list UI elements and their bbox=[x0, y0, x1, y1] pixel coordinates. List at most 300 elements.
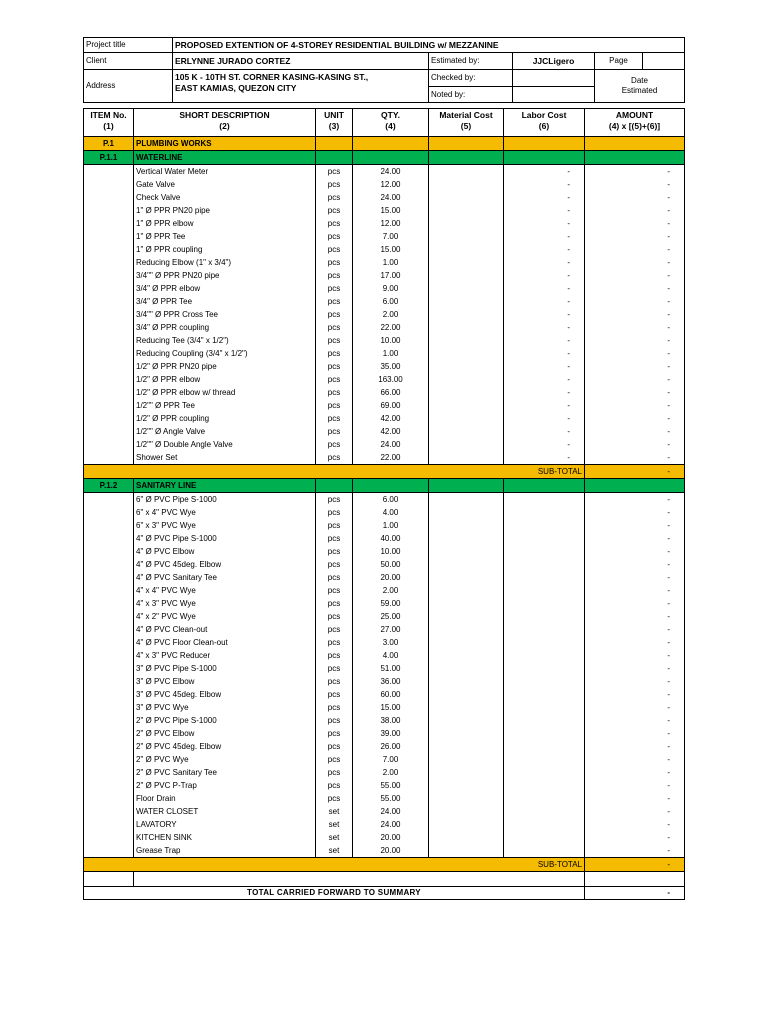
empty-cell bbox=[429, 479, 504, 493]
item-labor-cost: - bbox=[504, 412, 585, 425]
item-qty: 24.00 bbox=[353, 805, 429, 818]
item-no-cell bbox=[84, 714, 134, 727]
item-labor-cost bbox=[504, 597, 585, 610]
item-qty: 26.00 bbox=[353, 740, 429, 753]
empty-cell bbox=[504, 151, 585, 165]
item-no-cell bbox=[84, 386, 134, 399]
table-row bbox=[84, 636, 685, 649]
item-material-cost bbox=[429, 425, 504, 438]
total-row bbox=[84, 887, 685, 900]
item-no-cell bbox=[84, 766, 134, 779]
item-description: 6" x 3" PVC Wye bbox=[134, 519, 316, 532]
item-amount: - bbox=[585, 373, 685, 386]
item-material-cost bbox=[429, 545, 504, 558]
item-qty: 1.00 bbox=[353, 519, 429, 532]
item-material-cost bbox=[429, 597, 504, 610]
item-labor-cost bbox=[504, 831, 585, 844]
table-row bbox=[84, 571, 685, 584]
item-no-cell bbox=[84, 451, 134, 465]
table-row bbox=[84, 269, 685, 282]
item-labor-cost: - bbox=[504, 243, 585, 256]
item-material-cost bbox=[429, 347, 504, 360]
item-material-cost bbox=[429, 321, 504, 334]
item-description: 3" Ø PVC Pipe S-1000 bbox=[134, 662, 316, 675]
item-labor-cost: - bbox=[504, 191, 585, 204]
project-title: PROPOSED EXTENTION OF 4-STOREY RESIDENTIAL BUILDING w/ MEZZANINE bbox=[173, 38, 685, 53]
item-material-cost bbox=[429, 740, 504, 753]
subtotal-row bbox=[84, 858, 685, 872]
item-amount: - bbox=[585, 766, 685, 779]
item-unit: pcs bbox=[316, 256, 353, 269]
item-description: 3" Ø PVC Wye bbox=[134, 701, 316, 714]
item-amount: - bbox=[585, 727, 685, 740]
item-qty: 15.00 bbox=[353, 243, 429, 256]
item-labor-cost bbox=[504, 792, 585, 805]
table-row bbox=[84, 649, 685, 662]
spacer-cell bbox=[353, 872, 429, 887]
item-description: 1/2" Ø PPR coupling bbox=[134, 412, 316, 425]
item-qty: 55.00 bbox=[353, 792, 429, 805]
item-no-cell bbox=[84, 373, 134, 386]
table-row bbox=[84, 451, 685, 465]
item-labor-cost: - bbox=[504, 269, 585, 282]
item-material-cost bbox=[429, 818, 504, 831]
item-amount: - bbox=[585, 217, 685, 230]
address-line-2: EAST KAMIAS, QUEZON CITY bbox=[175, 83, 297, 93]
item-description: Shower Set bbox=[134, 451, 316, 465]
checked-by-label: Checked by: bbox=[429, 70, 513, 87]
empty-cell bbox=[429, 151, 504, 165]
item-amount: - bbox=[585, 779, 685, 792]
item-unit: pcs bbox=[316, 662, 353, 675]
item-labor-cost: - bbox=[504, 230, 585, 243]
item-description: LAVATORY bbox=[134, 818, 316, 831]
item-amount: - bbox=[585, 649, 685, 662]
item-labor-cost: - bbox=[504, 399, 585, 412]
spacer-cell bbox=[316, 872, 353, 887]
item-qty: 39.00 bbox=[353, 727, 429, 740]
table-row bbox=[84, 662, 685, 675]
item-unit: pcs bbox=[316, 688, 353, 701]
item-amount: - bbox=[585, 571, 685, 584]
subtotal-amount: - bbox=[585, 858, 685, 872]
item-unit: pcs bbox=[316, 204, 353, 217]
item-labor-cost bbox=[504, 519, 585, 532]
item-amount: - bbox=[585, 519, 685, 532]
item-material-cost bbox=[429, 204, 504, 217]
item-amount: - bbox=[585, 532, 685, 545]
item-amount: - bbox=[585, 204, 685, 217]
item-qty: 15.00 bbox=[353, 204, 429, 217]
table-row bbox=[84, 243, 685, 256]
subtotal-amount: - bbox=[585, 465, 685, 479]
item-description: 4" x 3" PVC Reducer bbox=[134, 649, 316, 662]
item-qty: 10.00 bbox=[353, 545, 429, 558]
item-material-cost bbox=[429, 805, 504, 818]
col-item-no: ITEM No. (1) bbox=[84, 109, 134, 137]
spacer-cell bbox=[84, 872, 134, 887]
table-row bbox=[84, 373, 685, 386]
table-row bbox=[84, 610, 685, 623]
item-no-cell bbox=[84, 493, 134, 507]
item-labor-cost: - bbox=[504, 282, 585, 295]
item-material-cost bbox=[429, 178, 504, 191]
table-row bbox=[84, 204, 685, 217]
table-row bbox=[84, 334, 685, 347]
item-amount: - bbox=[585, 636, 685, 649]
item-amount: - bbox=[585, 714, 685, 727]
item-qty: 27.00 bbox=[353, 623, 429, 636]
item-unit: set bbox=[316, 844, 353, 858]
item-unit: pcs bbox=[316, 532, 353, 545]
page-value bbox=[643, 53, 685, 70]
item-no-cell bbox=[84, 425, 134, 438]
total-label: TOTAL CARRIED FORWARD TO SUMMARY bbox=[84, 887, 585, 900]
item-labor-cost: - bbox=[504, 373, 585, 386]
subtotal-row bbox=[84, 465, 685, 479]
table-row bbox=[84, 519, 685, 532]
item-unit: pcs bbox=[316, 360, 353, 373]
subsection-title: SANITARY LINE bbox=[134, 479, 316, 493]
subsection-code: P.1.2 bbox=[84, 479, 134, 493]
item-description: Reducing Tee (3/4" x 1/2") bbox=[134, 334, 316, 347]
item-material-cost bbox=[429, 675, 504, 688]
item-description: 2" Ø PVC Sanitary Tee bbox=[134, 766, 316, 779]
item-material-cost bbox=[429, 571, 504, 584]
item-labor-cost bbox=[504, 545, 585, 558]
item-labor-cost bbox=[504, 532, 585, 545]
col-material-cost: Material Cost (5) bbox=[429, 109, 504, 137]
item-material-cost bbox=[429, 753, 504, 766]
item-description: 1/2"" Ø PPR Tee bbox=[134, 399, 316, 412]
item-labor-cost bbox=[504, 779, 585, 792]
item-description: 1/2"" Ø Double Angle Valve bbox=[134, 438, 316, 451]
table-row bbox=[84, 675, 685, 688]
item-material-cost bbox=[429, 519, 504, 532]
item-material-cost bbox=[429, 701, 504, 714]
item-material-cost bbox=[429, 662, 504, 675]
item-unit: pcs bbox=[316, 412, 353, 425]
table-row bbox=[84, 779, 685, 792]
item-material-cost bbox=[429, 584, 504, 597]
col-qty: QTY. (4) bbox=[353, 109, 429, 137]
item-no-cell bbox=[84, 243, 134, 256]
item-material-cost bbox=[429, 558, 504, 571]
estimate-table bbox=[83, 108, 685, 900]
item-labor-cost bbox=[504, 571, 585, 584]
item-unit: set bbox=[316, 805, 353, 818]
table-row bbox=[84, 584, 685, 597]
subsection-row bbox=[84, 479, 685, 493]
item-unit: pcs bbox=[316, 321, 353, 334]
item-no-cell bbox=[84, 295, 134, 308]
table-row bbox=[84, 308, 685, 321]
empty-cell bbox=[585, 479, 685, 493]
item-no-cell bbox=[84, 558, 134, 571]
item-amount: - bbox=[585, 191, 685, 204]
item-qty: 6.00 bbox=[353, 493, 429, 507]
item-qty: 24.00 bbox=[353, 438, 429, 451]
item-no-cell bbox=[84, 688, 134, 701]
item-material-cost bbox=[429, 230, 504, 243]
item-amount: - bbox=[585, 493, 685, 507]
item-labor-cost: - bbox=[504, 178, 585, 191]
item-material-cost bbox=[429, 779, 504, 792]
item-qty: 10.00 bbox=[353, 334, 429, 347]
item-labor-cost bbox=[504, 818, 585, 831]
table-row bbox=[84, 792, 685, 805]
item-qty: 36.00 bbox=[353, 675, 429, 688]
empty-cell bbox=[353, 151, 429, 165]
item-description: 3" Ø PVC 45deg. Elbow bbox=[134, 688, 316, 701]
table-row bbox=[84, 399, 685, 412]
item-qty: 42.00 bbox=[353, 425, 429, 438]
table-row bbox=[84, 347, 685, 360]
item-labor-cost: - bbox=[504, 256, 585, 269]
table-row bbox=[84, 191, 685, 204]
item-unit: pcs bbox=[316, 451, 353, 465]
item-description: Gate Valve bbox=[134, 178, 316, 191]
item-no-cell bbox=[84, 831, 134, 844]
item-no-cell bbox=[84, 347, 134, 360]
spacer-cell bbox=[504, 872, 585, 887]
item-qty: 35.00 bbox=[353, 360, 429, 373]
item-qty: 38.00 bbox=[353, 714, 429, 727]
table-row bbox=[84, 321, 685, 334]
item-unit: pcs bbox=[316, 399, 353, 412]
subtotal-fill bbox=[84, 858, 504, 872]
item-no-cell bbox=[84, 230, 134, 243]
item-amount: - bbox=[585, 230, 685, 243]
item-unit: pcs bbox=[316, 493, 353, 507]
item-amount: - bbox=[585, 675, 685, 688]
item-qty: 1.00 bbox=[353, 347, 429, 360]
item-unit: pcs bbox=[316, 740, 353, 753]
item-no-cell bbox=[84, 545, 134, 558]
item-description: 3/4" Ø PPR coupling bbox=[134, 321, 316, 334]
item-description: 3/4" Ø PPR Tee bbox=[134, 295, 316, 308]
item-labor-cost bbox=[504, 558, 585, 571]
subsection-code: P.1.1 bbox=[84, 151, 134, 165]
item-no-cell bbox=[84, 727, 134, 740]
item-unit: pcs bbox=[316, 779, 353, 792]
item-unit: pcs bbox=[316, 701, 353, 714]
item-no-cell bbox=[84, 506, 134, 519]
item-unit: pcs bbox=[316, 610, 353, 623]
table-row bbox=[84, 831, 685, 844]
item-description: 4" Ø PVC Elbow bbox=[134, 545, 316, 558]
item-material-cost bbox=[429, 451, 504, 465]
item-unit: pcs bbox=[316, 766, 353, 779]
item-description: 1" Ø PPR elbow bbox=[134, 217, 316, 230]
item-no-cell bbox=[84, 597, 134, 610]
item-no-cell bbox=[84, 399, 134, 412]
item-no-cell bbox=[84, 571, 134, 584]
item-amount: - bbox=[585, 399, 685, 412]
section-title: PLUMBING WORKS bbox=[134, 137, 316, 151]
subsection-row bbox=[84, 151, 685, 165]
item-description: 1/2" Ø PPR elbow w/ thread bbox=[134, 386, 316, 399]
item-labor-cost bbox=[504, 675, 585, 688]
noted-by-label: Noted by: bbox=[429, 87, 513, 103]
item-qty: 4.00 bbox=[353, 506, 429, 519]
item-amount: - bbox=[585, 386, 685, 399]
item-description: 2" Ø PVC P-Trap bbox=[134, 779, 316, 792]
item-labor-cost bbox=[504, 662, 585, 675]
item-material-cost bbox=[429, 191, 504, 204]
table-row bbox=[84, 282, 685, 295]
item-amount: - bbox=[585, 584, 685, 597]
item-unit: pcs bbox=[316, 571, 353, 584]
item-qty: 3.00 bbox=[353, 636, 429, 649]
item-unit: pcs bbox=[316, 373, 353, 386]
item-no-cell bbox=[84, 269, 134, 282]
item-labor-cost: - bbox=[504, 386, 585, 399]
item-qty: 60.00 bbox=[353, 688, 429, 701]
item-no-cell bbox=[84, 844, 134, 858]
estimated-by-value: JJCLigero bbox=[513, 53, 595, 70]
item-no-cell bbox=[84, 805, 134, 818]
item-material-cost bbox=[429, 295, 504, 308]
item-unit: pcs bbox=[316, 438, 353, 451]
item-material-cost bbox=[429, 714, 504, 727]
item-no-cell bbox=[84, 321, 134, 334]
item-description: 1" Ø PPR coupling bbox=[134, 243, 316, 256]
item-description: Floor Drain bbox=[134, 792, 316, 805]
item-material-cost bbox=[429, 831, 504, 844]
item-no-cell bbox=[84, 649, 134, 662]
item-material-cost bbox=[429, 308, 504, 321]
item-material-cost bbox=[429, 636, 504, 649]
col-labor-cost: Labor Cost (6) bbox=[504, 109, 585, 137]
item-qty: 50.00 bbox=[353, 558, 429, 571]
estimate-body bbox=[84, 137, 685, 900]
item-no-cell bbox=[84, 532, 134, 545]
item-description: 4" Ø PVC Clean-out bbox=[134, 623, 316, 636]
item-amount: - bbox=[585, 610, 685, 623]
item-description: 2" Ø PVC Wye bbox=[134, 753, 316, 766]
item-unit: pcs bbox=[316, 217, 353, 230]
table-row bbox=[84, 438, 685, 451]
item-unit: pcs bbox=[316, 727, 353, 740]
item-qty: 20.00 bbox=[353, 831, 429, 844]
item-description: 2" Ø PVC Elbow bbox=[134, 727, 316, 740]
table-row bbox=[84, 597, 685, 610]
item-qty: 2.00 bbox=[353, 584, 429, 597]
subtotal-label: SUB-TOTAL bbox=[504, 858, 585, 872]
col-amount: AMOUNT (4) x [(5)+(6)] bbox=[585, 109, 685, 137]
item-material-cost bbox=[429, 412, 504, 425]
item-qty: 12.00 bbox=[353, 178, 429, 191]
item-no-cell bbox=[84, 636, 134, 649]
section-row bbox=[84, 137, 685, 151]
item-no-cell bbox=[84, 740, 134, 753]
item-unit: pcs bbox=[316, 675, 353, 688]
spacer-row bbox=[84, 872, 685, 887]
table-row bbox=[84, 688, 685, 701]
item-material-cost bbox=[429, 334, 504, 347]
item-material-cost bbox=[429, 165, 504, 179]
item-no-cell bbox=[84, 662, 134, 675]
item-amount: - bbox=[585, 269, 685, 282]
table-row bbox=[84, 230, 685, 243]
item-no-cell bbox=[84, 792, 134, 805]
item-amount: - bbox=[585, 688, 685, 701]
item-unit: pcs bbox=[316, 191, 353, 204]
item-no-cell bbox=[84, 308, 134, 321]
item-unit: pcs bbox=[316, 649, 353, 662]
item-labor-cost bbox=[504, 610, 585, 623]
table-row bbox=[84, 818, 685, 831]
client-name: ERLYNNE JURADO CORTEZ bbox=[173, 53, 429, 70]
item-labor-cost bbox=[504, 740, 585, 753]
table-row bbox=[84, 425, 685, 438]
address-line-1: 105 K - 10TH ST. CORNER KASING-KASING ST., bbox=[175, 72, 369, 82]
item-qty: 20.00 bbox=[353, 571, 429, 584]
item-material-cost bbox=[429, 269, 504, 282]
item-amount: - bbox=[585, 282, 685, 295]
item-labor-cost bbox=[504, 766, 585, 779]
item-amount: - bbox=[585, 165, 685, 179]
estimated-by-label: Estimated by: bbox=[429, 53, 513, 70]
item-labor-cost bbox=[504, 753, 585, 766]
item-labor-cost: - bbox=[504, 308, 585, 321]
item-amount: - bbox=[585, 506, 685, 519]
empty-cell bbox=[353, 479, 429, 493]
table-row bbox=[84, 844, 685, 858]
item-labor-cost bbox=[504, 727, 585, 740]
item-unit: set bbox=[316, 831, 353, 844]
col-short-description: SHORT DESCRIPTION (2) bbox=[134, 109, 316, 137]
item-qty: 59.00 bbox=[353, 597, 429, 610]
item-description: 4" x 4" PVC Wye bbox=[134, 584, 316, 597]
item-qty: 24.00 bbox=[353, 165, 429, 179]
item-material-cost bbox=[429, 438, 504, 451]
item-description: 4" x 3" PVC Wye bbox=[134, 597, 316, 610]
item-description: 3/4" Ø PPR elbow bbox=[134, 282, 316, 295]
item-material-cost bbox=[429, 386, 504, 399]
item-qty: 163.00 bbox=[353, 373, 429, 386]
item-unit: pcs bbox=[316, 597, 353, 610]
noted-by-value bbox=[513, 87, 595, 103]
spacer-cell bbox=[585, 872, 685, 887]
item-amount: - bbox=[585, 412, 685, 425]
table-row bbox=[84, 558, 685, 571]
item-amount: - bbox=[585, 844, 685, 858]
item-no-cell bbox=[84, 701, 134, 714]
item-no-cell bbox=[84, 191, 134, 204]
item-amount: - bbox=[585, 178, 685, 191]
item-labor-cost bbox=[504, 688, 585, 701]
table-row bbox=[84, 727, 685, 740]
item-qty: 7.00 bbox=[353, 753, 429, 766]
item-labor-cost: - bbox=[504, 295, 585, 308]
item-amount: - bbox=[585, 451, 685, 465]
item-material-cost bbox=[429, 623, 504, 636]
item-amount: - bbox=[585, 792, 685, 805]
header-table bbox=[83, 37, 685, 103]
col-unit: UNIT (3) bbox=[316, 109, 353, 137]
item-qty: 6.00 bbox=[353, 295, 429, 308]
item-unit: pcs bbox=[316, 269, 353, 282]
item-qty: 25.00 bbox=[353, 610, 429, 623]
item-amount: - bbox=[585, 701, 685, 714]
item-qty: 1.00 bbox=[353, 256, 429, 269]
item-qty: 2.00 bbox=[353, 308, 429, 321]
item-no-cell bbox=[84, 165, 134, 179]
item-qty: 40.00 bbox=[353, 532, 429, 545]
item-description: 4" Ø PVC Pipe S-1000 bbox=[134, 532, 316, 545]
